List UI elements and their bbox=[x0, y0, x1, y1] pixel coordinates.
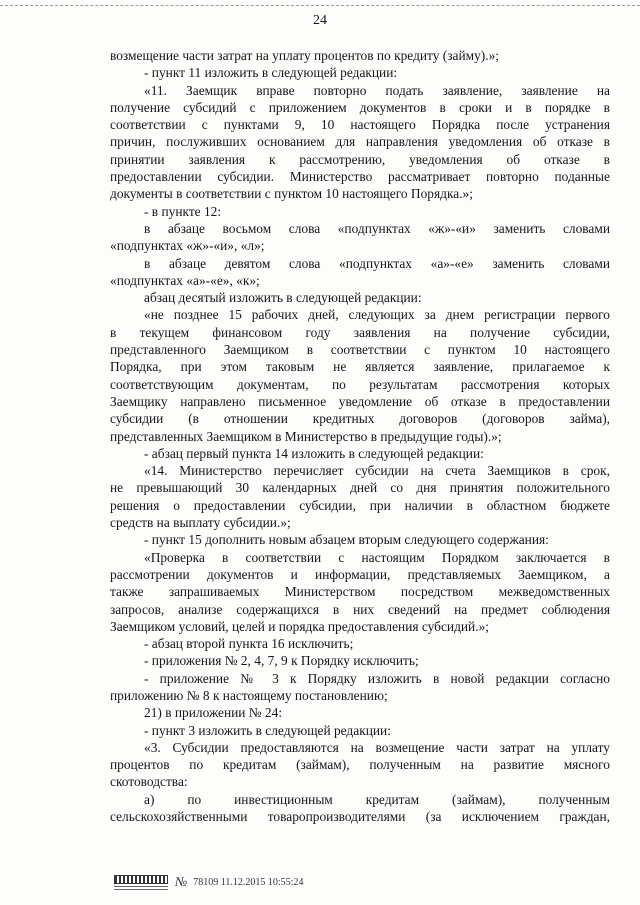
text-line: не превышающий 30 календарных дней со дня принятия положительного bbox=[110, 480, 610, 496]
text-line: сельскохозяйственными товаропроизводителями (за исключением граждан, bbox=[110, 809, 610, 825]
text-line: соответствующим документам, по результатам рассмотрения которых bbox=[110, 376, 610, 392]
text-line: документы в соответствии с пунктом 10 настоящего Порядка.»; bbox=[110, 186, 473, 202]
text-line: в абзаце девятом слова «подпунктах «а»-«е» заменить словами bbox=[144, 255, 610, 271]
text-line: в абзаце восьмом слова «подпунктах «ж»-«и» заменить словами bbox=[144, 220, 610, 236]
text-line: Порядка, при этом таковым не является заявление, прилагаемое к bbox=[110, 359, 610, 375]
text-line: «Проверка в соответствии с настоящим Порядком заключается в bbox=[144, 549, 610, 565]
text-line: средств на выплату субсидии.»; bbox=[110, 515, 291, 531]
text-line: соответствии с пунктами 9, 10 настоящего Порядка после устранения bbox=[110, 117, 610, 133]
text-line: «3. Субсидии предоставляются на возмещение части затрат на уплату bbox=[144, 739, 610, 755]
document-body bbox=[110, 47, 610, 825]
text-line: субсидии (в отношении кредитных договоров (договоров займа), bbox=[110, 411, 610, 427]
text-line: 21) в приложении № 24: bbox=[144, 705, 283, 721]
text-line: представленных Заемщиком в Министерство в предыдущие годы).»; bbox=[110, 428, 502, 444]
registration-stamp: 78109 11.12.2015 10:55:24 bbox=[193, 876, 304, 888]
text-line: - пункт 11 изложить в следующей редакции: bbox=[144, 65, 398, 81]
text-line: - приложения № 2, 4, 7, 9 к Порядку исключить; bbox=[144, 653, 419, 669]
text-line: приложению № 8 к настоящему постановлению; bbox=[110, 687, 388, 703]
text-line: скотоводства: bbox=[110, 774, 188, 790]
text-line: решения о предоставлении субсидии, при наличии в областном бюджете bbox=[110, 497, 610, 513]
text-line: - приложение № 3 к Порядку изложить в новой редакции согласно bbox=[144, 670, 610, 686]
text-line: «14. Министерство перечисляет субсидии на счета Заемщиков в срок, bbox=[144, 463, 610, 479]
text-line: «подпунктах «ж»-«и», «л»; bbox=[110, 238, 265, 254]
text-line: «подпунктах «а»-«е», «к»; bbox=[110, 272, 260, 288]
text-line: - пункт 15 дополнить новым абзацем вторым следующего содержания: bbox=[144, 532, 549, 548]
text-line: запросов, анализе содержащихся в них сведений на предмет соблюдения bbox=[110, 601, 610, 617]
text-line: рассмотрении документов и информации, представляемых Заемщиком, а bbox=[110, 566, 610, 582]
page-number: 24 bbox=[313, 13, 327, 28]
text-line: возмещение части затрат на уплату процентов по кредиту (займу).»; bbox=[110, 48, 500, 63]
text-line: а) по инвестиционным кредитам (займам), полученным bbox=[144, 791, 610, 807]
text-line: Заемщиком условий, целей и порядка предоставления субсидий.»; bbox=[110, 618, 489, 634]
text-line: - абзац первый пункта 14 изложить в следующей редакции: bbox=[144, 445, 484, 461]
text-line: также запрашиваемых Министерством посредством межведомственных bbox=[110, 584, 610, 600]
registration-footer bbox=[113, 871, 303, 893]
text-line: предоставлении субсидии. Министерство рассматривает повторно поданные bbox=[110, 169, 610, 185]
text-line: представленного Заемщиком в соответствии с пунктом 10 настоящего bbox=[110, 342, 610, 358]
text-line: - абзац второй пункта 16 исключить; bbox=[144, 636, 354, 652]
text-line: принятии заявления к рассмотрению, уведомления об отказе в bbox=[110, 151, 610, 167]
text-line: - в пункте 12: bbox=[144, 203, 222, 219]
text-line: абзац десятый изложить в следующей редакции: bbox=[144, 290, 422, 306]
number-sign-icon: № bbox=[175, 874, 188, 889]
text-line: в текущем финансовом году заявления на получение субсидии, bbox=[110, 324, 610, 340]
text-line: Заемщику направлено письменное уведомление об отказе в предоставлении bbox=[110, 393, 610, 409]
text-line: «11. Заемщик вправе повторно подать заявление, заявление на bbox=[144, 82, 610, 98]
top-scan-border bbox=[0, 5, 640, 6]
registry-logo-icon bbox=[113, 871, 169, 893]
text-line: получение субсидий с приложением документов в сроки и в порядке в bbox=[110, 99, 610, 115]
text-line: причин, послуживших основанием для направления уведомления об отказе в bbox=[110, 134, 610, 150]
text-line: «не позднее 15 рабочих дней, следующих за днем регистрации первого bbox=[144, 307, 610, 323]
text-line: - пункт 3 изложить в следующей редакции: bbox=[144, 722, 391, 738]
text-line: процентов по кредитам (займам), полученным на развитие мясного bbox=[110, 757, 610, 773]
